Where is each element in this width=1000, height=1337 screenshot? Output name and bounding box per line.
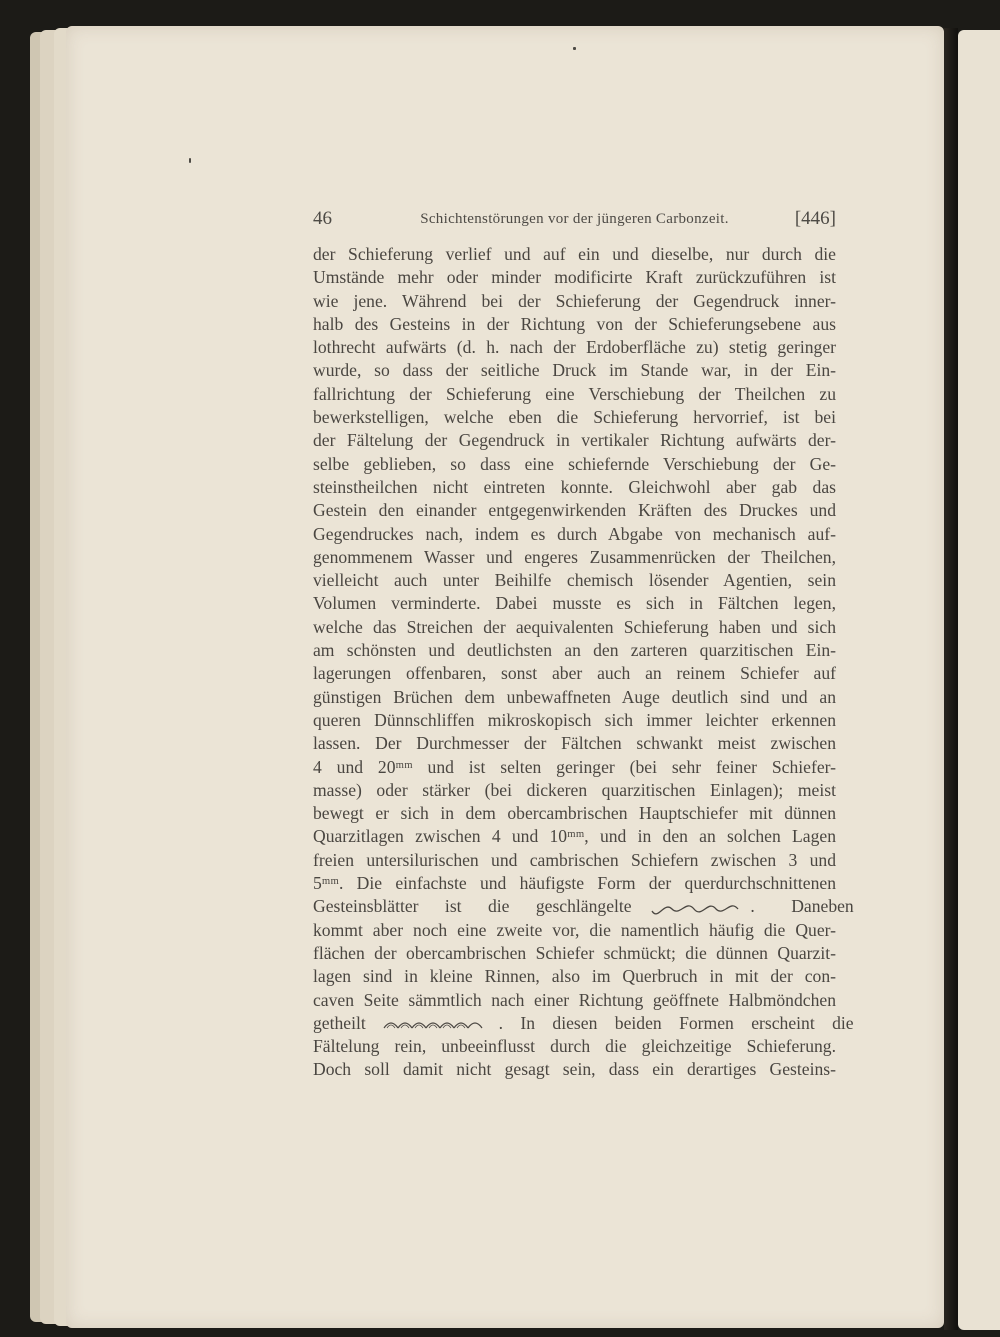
text-line: welche das Streichen der aequivalenten Schieferung haben und sich [313,616,836,637]
text-line: der Fältelung der Gegendruck in vertikaler Richtung aufwärts der- [313,430,836,451]
running-title: Schichtenstörungen vor der jüngeren Carbonzeit. [420,211,729,227]
text-line: Volumen verminderte. Dabei musste es sich in Fältchen legen, [313,593,836,614]
text-line: lassen. Der Durchmesser der Fältchen schwankt meist zwischen [313,733,836,754]
text-line: masse) oder stärker (bei dickeren quarzitischen Einlagen); meist [313,779,836,800]
text-line: genommenem Wasser und engeres Zusammenrücken der Theilchen, [313,546,836,567]
text-line: Gegendruckes nach, indem es durch Abgabe von mechanisch auf- [313,523,836,544]
arc-line-before: getheilt [313,1012,366,1033]
text-line: günstigen Brüchen dem unbewaffneten Auge deutlich sind und an [313,686,836,707]
text-line-with-figure [313,895,854,918]
body-text [313,243,854,1082]
text-line: Quarzitlagen zwischen 4 und 10ᵐᵐ, und in den an solchen Lagen [313,826,836,847]
text-line: Gestein den einander entgegenwirkenden Kräften des Druckes und [313,500,836,521]
text-line: fallrichtung der Schieferung eine Verschiebung der Theilchen zu [313,383,836,404]
text-line: steinstheilchen nicht eintreten konnte. Gleichwohl aber gab das [313,476,836,497]
wave-line-after: . Daneben [750,896,854,917]
facing-page-edge [958,30,1000,1330]
text-line: vielleicht auch unter Beihilfe chemisch lösender Agentien, sein [313,570,836,591]
text-line: lagerungen offenbaren, sonst aber auch an reinem Schiefer auf [313,663,836,684]
text-line: flächen der obercambrischen Schiefer schmückt; die dünnen Quarzit- [313,942,836,963]
text-line: bewerkstelligen, welche eben die Schieferung hervorrief, ist bei [313,407,836,428]
text-line: bewegt er sich in dem obercambrischen Hauptschiefer mit dünnen [313,803,836,824]
text-line: caven Seite sämmtlich nach einer Richtung geöffnete Halbmöndchen [313,989,836,1010]
speck-mark [189,158,191,163]
text-line: wurde, so dass der seitliche Druck im Stande war, in der Ein- [313,360,836,381]
text-line: Fältelung rein, unbeeinflusst durch die gleichzeitige Schieferung. [313,1036,836,1057]
text-line-with-figure [313,1012,854,1035]
text-line: 5ᵐᵐ. Die einfachste und häufigste Form der querdurchschnittenen [313,873,836,894]
text-line: queren Dünnschliffen mikroskopisch sich immer leichter erkennen [313,709,836,730]
speck-mark [573,47,576,50]
page-reference: [446] [794,208,836,229]
text-line: selbe geblieben, so dass eine schiefernde Verschiebung der Ge- [313,453,836,474]
text-line: der Schieferung verlief und auf ein und dieselbe, nur durch die [313,244,836,264]
text-line: lothrecht aufwärts (d. h. nach der Erdoberfläche zu) stetig geringer [313,337,836,358]
text-line: wie jene. Während bei der Schieferung der Gegendruck inner- [313,290,836,311]
text-line: kommt aber noch eine zweite vor, die namentlich häufig die Quer- [313,919,836,940]
text-line: lagen sind in kleine Rinnen, also im Querbruch in mit der con- [313,966,836,987]
text-line: 4 und 20ᵐᵐ und ist selten geringer (bei sehr feiner Schiefer- [313,756,836,777]
page-number: 46 [313,208,332,229]
text-line: Umstände mehr oder minder modificirte Kraft zurückzuführen ist [313,267,836,288]
sinuous-fold-icon [650,899,746,917]
running-header [313,208,836,232]
arc-line-after: . In diesen beiden Formen erscheint die [498,1012,854,1033]
book-gutter [944,28,958,1330]
wave-line-before: Gesteinsblätter ist die geschlängelte [313,896,632,917]
text-line: freien untersilurischen und cambrischen Schiefern zwischen 3 und [313,849,836,870]
text-line: am schönsten und deutlichsten an den zarteren quarzitischen Ein- [313,640,836,661]
text-line: halb des Gesteins in der Richtung von der Schieferungsebene aus [313,313,836,334]
text-line: Doch soll damit nicht gesagt sein, dass ein derartiges Gesteins- [313,1059,836,1080]
half-moon-folds-icon [382,1018,494,1032]
